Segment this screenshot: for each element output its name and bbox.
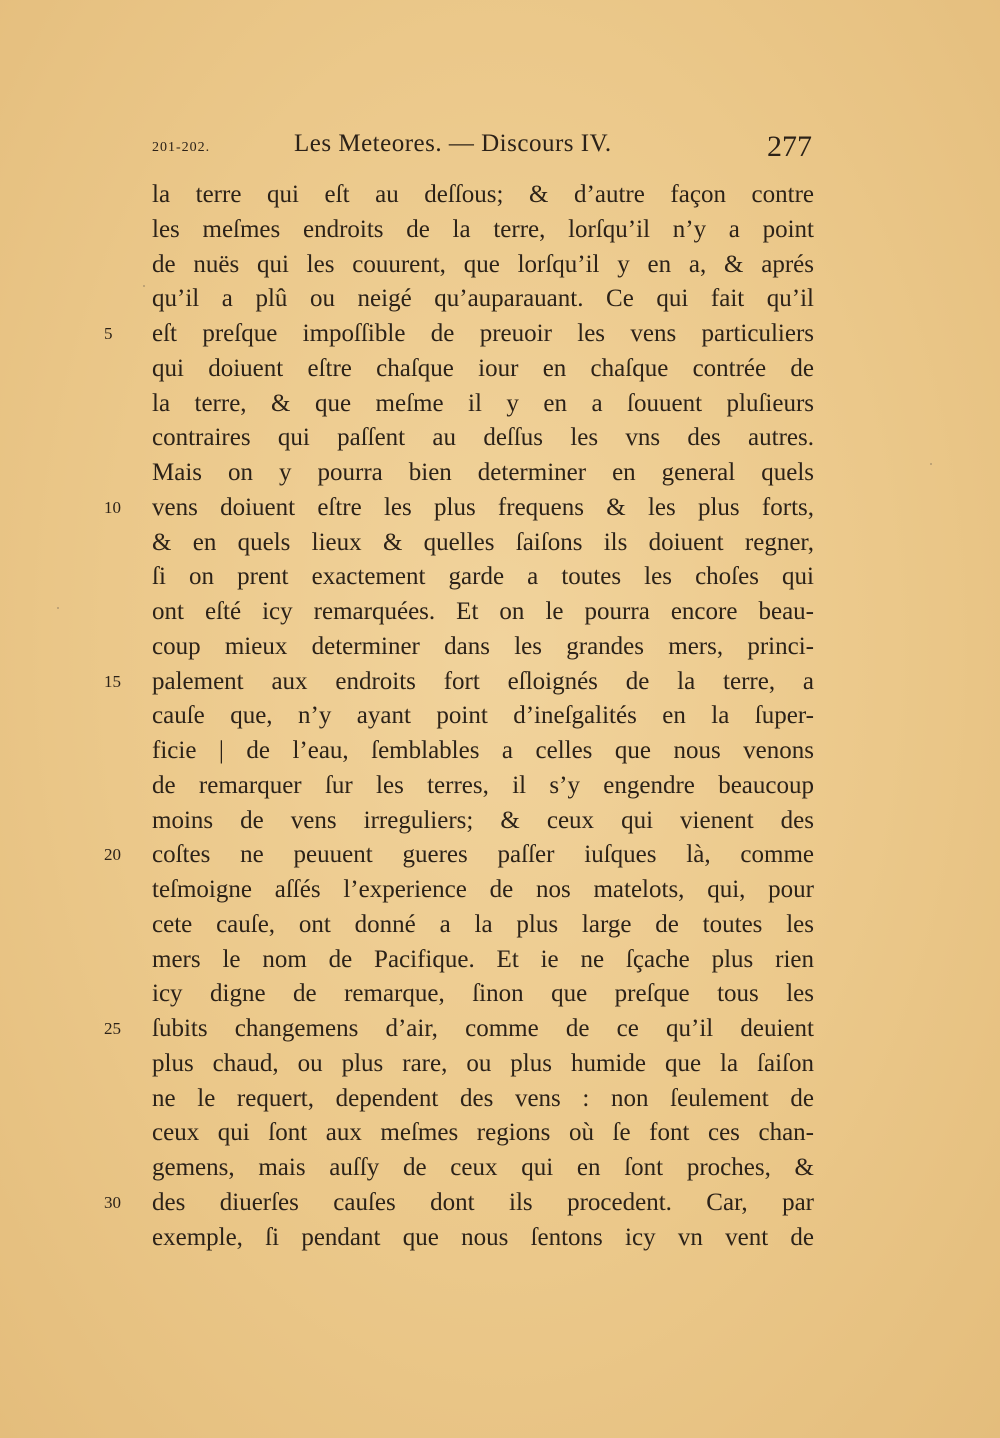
- text-line: [152, 1221, 814, 1256]
- line-text: des diuerſes cauſes dont ils procedent. Car, par: [152, 1188, 814, 1216]
- line-text: ceux qui ſont aux meſmes regions où ſe font ces chan-: [152, 1119, 814, 1147]
- line-text: palement aux endroits fort eſloignés de la terre, a: [152, 667, 814, 695]
- line-number: 5: [104, 324, 113, 343]
- paper-speck: [57, 607, 59, 609]
- text-line: [152, 213, 814, 248]
- line-text: cete cauſe, ont donné a la plus large de toutes les: [152, 910, 814, 938]
- line-text: icy digne de remarque, ſinon que preſque tous les: [152, 980, 814, 1008]
- text-line: [152, 1047, 814, 1082]
- body-text: [104, 178, 814, 1255]
- text-line: [152, 595, 814, 630]
- text-line: [152, 1116, 814, 1151]
- text-line: [152, 1151, 814, 1186]
- line-text: de remarquer ſur les terres, il s’y engendre beaucoup: [152, 771, 814, 799]
- text-line: [152, 387, 814, 422]
- text-line: [152, 1082, 814, 1117]
- line-number: 25: [104, 1019, 121, 1038]
- text-line: [152, 699, 814, 734]
- text-line: [152, 178, 814, 213]
- line-number: 15: [104, 671, 121, 691]
- paper-speck: [930, 463, 932, 465]
- line-text: exemple, ſi pendant que nous ſentons icy vn vent de: [152, 1223, 814, 1251]
- line-text: cauſe que, n’y ayant point d’ineſgalités en la ſuper-: [152, 702, 814, 730]
- text-line: [152, 873, 814, 908]
- text-line: [152, 282, 814, 317]
- line-number: 30: [104, 1192, 121, 1212]
- text-line: [104, 838, 814, 873]
- line-text: ſi on prent exactement garde a toutes les choſes qui: [152, 563, 814, 591]
- text-line: [152, 421, 814, 456]
- text-line: [152, 560, 814, 595]
- text-line: [152, 804, 814, 839]
- line-text: gemens, mais auſſy de ceux qui en ſont proches, &: [152, 1154, 814, 1181]
- text-line: [152, 630, 814, 665]
- line-text: & en quels lieux & quelles ſaiſons ils doiuent regner,: [152, 528, 814, 556]
- line-text: teſmoigne aſſés l’experience de nos matelots, qui, pour: [152, 876, 814, 903]
- text-line: [104, 317, 814, 352]
- text-line: [152, 352, 814, 387]
- line-text: ficie | de l’eau, ſemblables a celles que nous venons: [152, 737, 814, 764]
- line-text: qu’il a plû ou neigé qu’auparauant. Ce qui fait qu’il: [152, 285, 814, 313]
- page-number: 277: [767, 130, 812, 163]
- line-text: mers le nom de Pacifique. Et ie ne ſçache plus rien: [152, 945, 814, 973]
- text-line: [152, 977, 814, 1012]
- text-line: [152, 908, 814, 943]
- text-line: [152, 734, 814, 769]
- text-line: [152, 456, 814, 491]
- running-header: [152, 128, 816, 168]
- line-text: eſt preſque impoſſible de preuoir les vens particuliers: [152, 320, 814, 347]
- text-line: [152, 248, 814, 283]
- line-text: vens doiuent eſtre les plus frequens & les plus forts,: [152, 493, 814, 521]
- text-line: [104, 491, 814, 526]
- line-text: la terre, & que meſme il y en a ſouuent pluſieurs: [152, 389, 814, 417]
- text-line: [104, 665, 814, 700]
- line-text: plus chaud, ou plus rare, ou plus humide que la ſaiſon: [152, 1049, 814, 1077]
- line-text: les meſmes endroits de la terre, lorſqu’il n’y a point: [152, 215, 814, 243]
- text-line: [152, 526, 814, 561]
- line-text: de nuës qui les couurent, que lorſqu’il y en a, & aprés: [152, 250, 814, 278]
- line-number: 10: [104, 497, 121, 517]
- text-line: [152, 769, 814, 804]
- line-text: ſubits changemens d’air, comme de ce qu’il deuient: [152, 1015, 814, 1042]
- text-line: [104, 1186, 814, 1221]
- line-number: 20: [104, 845, 121, 865]
- line-text: moins de vens irreguliers; & ceux qui vienent des: [152, 806, 814, 834]
- line-text: ont eſté icy remarquées. Et on le pourra encore beau-: [152, 598, 814, 625]
- line-text: coup mieux determiner dans les grandes mers, princi-: [152, 632, 814, 660]
- line-text: contraires qui paſſent au deſſus les vns des autres.: [152, 424, 814, 452]
- line-text: la terre qui eſt au deſſous; & d’autre façon contre: [152, 181, 814, 208]
- line-text: coſtes ne peuuent gueres paſſer iuſques là, comme: [152, 841, 814, 869]
- paper-speck: [143, 285, 145, 287]
- text-line: [104, 1012, 814, 1047]
- running-title: Les Meteores. — Discours IV.: [294, 130, 612, 157]
- text-line: [152, 943, 814, 978]
- page-range: 201-202.: [152, 140, 211, 155]
- line-text: ne le requert, dependent des vens : non ſeulement de: [152, 1084, 814, 1112]
- line-text: Mais on y pourra bien determiner en general quels: [152, 459, 814, 486]
- line-text: qui doiuent eſtre chaſque iour en chaſque contrée de: [152, 354, 814, 382]
